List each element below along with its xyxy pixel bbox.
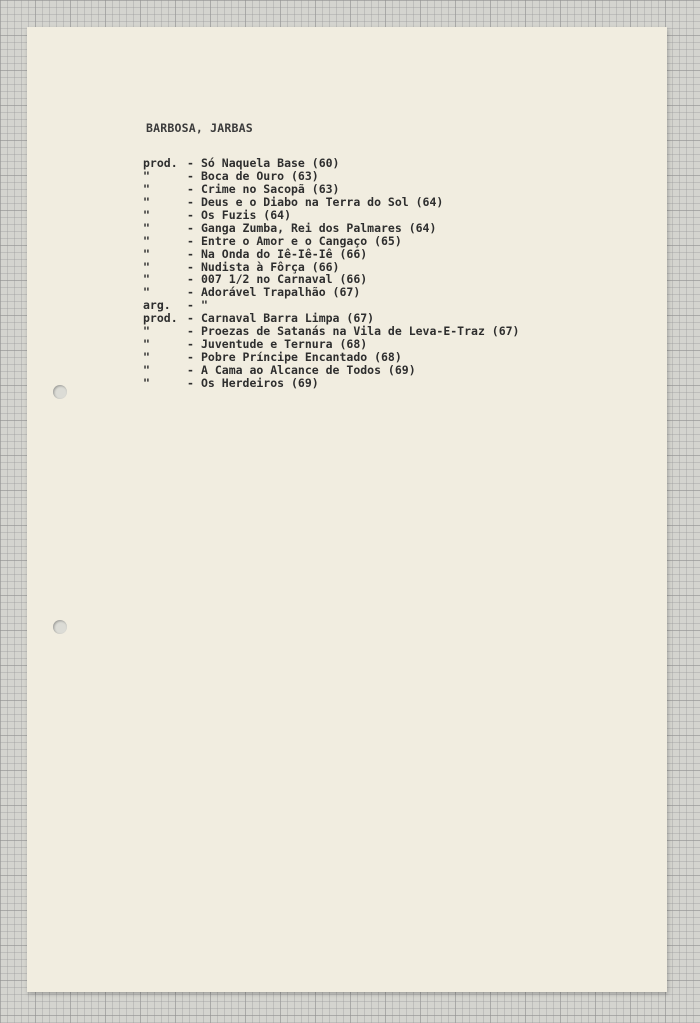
role-label: ": [143, 337, 150, 352]
dash: -: [187, 375, 194, 390]
list-item: [143, 377, 520, 390]
dash: -: [187, 324, 194, 339]
role-label: ": [143, 363, 150, 377]
document-sheet: [27, 27, 667, 992]
role-label: ": [143, 168, 150, 183]
dash: -: [187, 246, 194, 261]
role-label: ": [143, 375, 150, 390]
dash: -: [187, 285, 194, 300]
dash: -: [187, 156, 194, 170]
role-label: ": [143, 259, 150, 274]
film-title: Carnaval Barra Limpa (67): [201, 311, 375, 326]
list-item: [143, 196, 520, 209]
dash: -: [187, 220, 194, 235]
dash: -: [187, 181, 194, 196]
role-label: ": [143, 207, 150, 222]
role-label: prod.: [143, 311, 178, 326]
document-heading: BARBOSA, JARBAS: [146, 121, 253, 135]
dash: -: [187, 168, 194, 183]
film-title: Os Herdeiros (69): [201, 375, 319, 390]
film-title: Só Naquela Base (60): [201, 156, 340, 170]
film-title: Os Fuzis (64): [201, 207, 292, 222]
dash: -: [187, 207, 194, 222]
role-label: arg.: [143, 298, 171, 313]
role-label: ": [143, 181, 150, 196]
dash: -: [187, 272, 194, 287]
film-title: Boca de Ouro (63): [201, 168, 319, 183]
role-label: ": [143, 324, 150, 339]
dash: -: [187, 259, 194, 274]
role-label: ": [143, 233, 150, 248]
dash: -: [187, 337, 194, 352]
role-label: ": [143, 272, 150, 287]
film-title: Na Onda do Iê-Iê-Iê (66): [201, 246, 368, 261]
dash: -: [187, 350, 194, 365]
film-title: ": [201, 298, 208, 313]
film-title: Adorável Trapalhão (67): [201, 285, 361, 300]
film-title: Entre o Amor e o Cangaço (65): [201, 233, 402, 248]
film-title: Proezas de Satanás na Vila de Leva-E-Traz (67): [201, 324, 520, 339]
list-item: [143, 364, 520, 377]
dash: -: [187, 194, 194, 209]
film-title: Crime no Sacopã (63): [201, 181, 340, 196]
film-title: 007 1/2 no Carnaval (66): [201, 272, 368, 287]
role-label: ": [143, 220, 150, 235]
film-title: Pobre Príncipe Encantado (68): [201, 350, 402, 365]
film-title: Juventude e Ternura (68): [201, 337, 368, 352]
role-label: ": [143, 194, 150, 209]
film-title: Nudista à Fôrça (66): [201, 259, 340, 274]
list-item: [143, 286, 520, 299]
dash: -: [187, 233, 194, 248]
punch-hole-lower: [53, 620, 67, 634]
role-label: ": [143, 246, 150, 261]
role-label: ": [143, 350, 150, 365]
list-item: [143, 157, 520, 170]
dash: -: [187, 363, 194, 377]
film-title: Deus e o Diabo na Terra do Sol (64): [201, 194, 444, 209]
filmography-list: [143, 157, 520, 390]
film-title: A Cama ao Alcance de Todos (69): [201, 363, 416, 377]
role-label: ": [143, 285, 150, 300]
role-label: prod.: [143, 156, 178, 170]
dash: -: [187, 298, 194, 313]
punch-hole-upper: [53, 385, 67, 399]
film-title: Ganga Zumba, Rei dos Palmares (64): [201, 220, 437, 235]
dash: -: [187, 311, 194, 326]
